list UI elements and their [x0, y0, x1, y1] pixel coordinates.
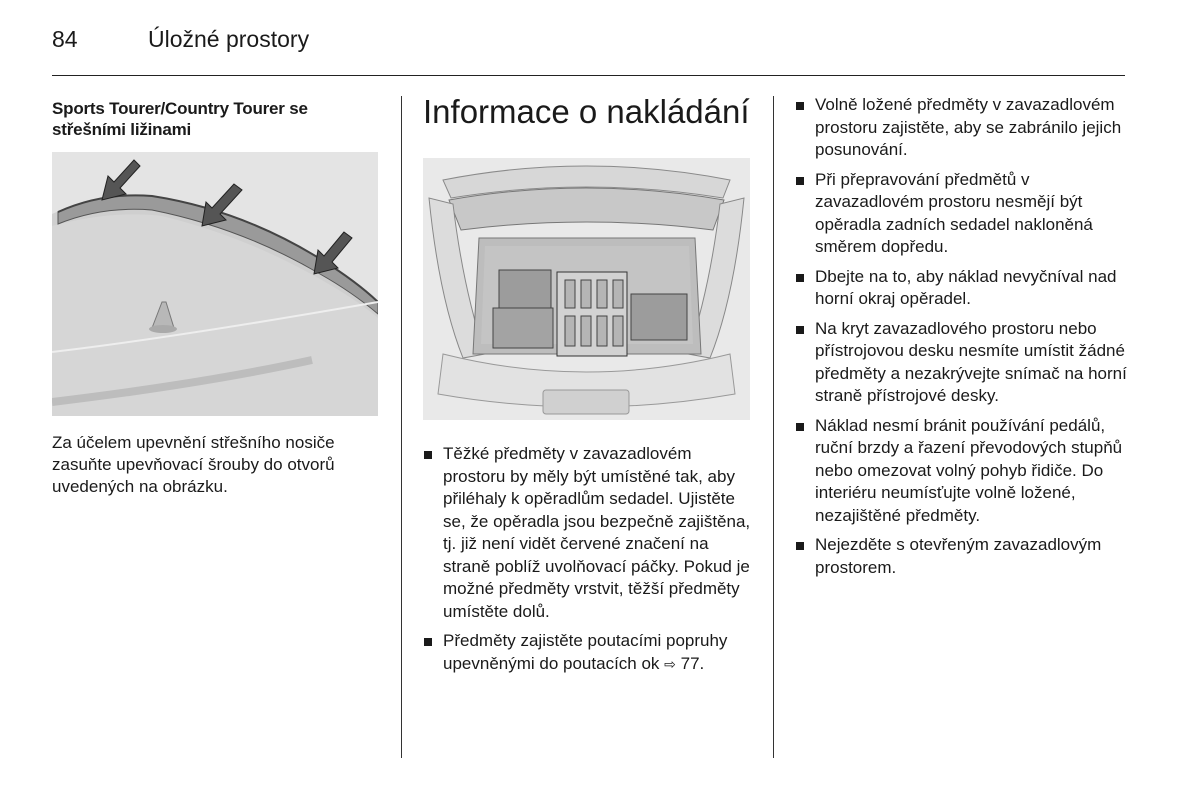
list-item: Těžké předměty v zavazadlovém prostoru by měly být umístěné tak, aby přiléhaly k opěradlům sedadel. Ujistěte se, že opěradla jsou bezpečně zajištěna, tj. již není vidět červené značení na straně poblíž uvolňovací páčky. Pokud je možné předměty vrstvit, těžší předměty umístěte dolů. — [423, 443, 758, 623]
column-right — [795, 94, 1130, 586]
column-left — [52, 98, 382, 496]
bullet-icon — [424, 451, 432, 459]
list-item: Na kryt zavazadlového prostoru nebo přístrojovou desku nesmíte umístit žádné předměty a nezakrývejte snímač na horní straně přístrojové desky. — [795, 318, 1130, 408]
roof-rail-instructions: Za účelem upevnění střešního nosiče zasuňte upevňovací šrouby do otvorů uvedených na obrázku. — [52, 433, 335, 496]
list-item: Dbejte na to, aby náklad nevyčníval nad horní okraj opěradel. — [795, 266, 1130, 311]
section-heading-loading: Informace o nakládání — [423, 93, 750, 130]
column-divider — [401, 96, 402, 758]
bullet-icon — [796, 326, 804, 334]
page-number: 84 — [52, 26, 78, 52]
list-item: Předměty zajistěte poutacími popruhy upevněnými do poutacích ok ⇨ 77. — [423, 630, 758, 676]
subheading-roof-rails: Sports Tourer/Country Tourer se střešními ližinami — [52, 99, 308, 139]
list-item: Volně ložené předměty v zavazadlovém prostoru zajistěte, aby se zabránilo jejich posunování. — [795, 94, 1130, 162]
header-rule — [52, 75, 1125, 76]
cargo-area-illustration — [423, 158, 750, 420]
list-item: Nejezděte s otevřeným zavazadlovým prostorem. — [795, 534, 1130, 579]
loading-tips-list — [423, 443, 758, 676]
bullet-icon — [796, 274, 804, 282]
bullet-icon — [796, 542, 804, 550]
page-reference-arrow-icon: ⇨ — [664, 656, 676, 673]
bullet-icon — [796, 102, 804, 110]
bullet-icon — [796, 423, 804, 431]
list-item: Při přepravování předmětů v zavazadlovém prostoru nesmějí být opěradla zadních sedadel nakloněná směrem dopředu. — [795, 169, 1130, 259]
column-middle — [423, 92, 758, 673]
bullet-icon — [796, 177, 804, 185]
roof-rail-illustration — [52, 152, 378, 416]
list-item: Náklad nesmí bránit používání pedálů, ruční brzdy a řazení převodových stupňů nebo omezovat volný pohyb řidiče. Do interiéru neumísťujte volně ložené, nezajištěné předměty. — [795, 415, 1130, 528]
bullet-icon — [424, 638, 432, 646]
page-title: Úložné prostory — [148, 26, 310, 52]
column-divider — [773, 96, 774, 758]
page-reference-link[interactable]: 77. — [680, 653, 705, 673]
loading-rules-list — [795, 94, 1130, 579]
